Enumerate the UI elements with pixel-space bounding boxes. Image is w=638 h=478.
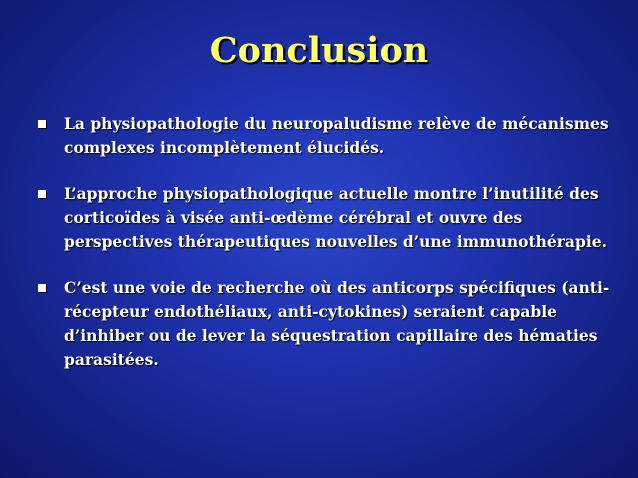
bullet-list [30, 112, 610, 394]
bullet-item [30, 276, 610, 372]
bullet-text: La physiopathologie du neuropaludisme relève de mécanismes complexes incomplètement élucidés. [64, 114, 609, 157]
slide-title: Conclusion [209, 30, 429, 71]
square-bullet-icon [38, 190, 46, 198]
square-bullet-icon [38, 284, 46, 292]
bullet-text: C’est une voie de recherche où des anticorps spécifiques (anti-récepteur endothéliaux, anti-cytokines) seraient capable d’inhiber ou de lever la séquestration capillaire des hématies parasitées. [64, 278, 610, 369]
bullet-item [30, 182, 610, 254]
square-bullet-icon [38, 120, 46, 128]
bullet-item [30, 112, 610, 160]
bullet-text: L’approche physiopathologique actuelle montre l’inutilité des corticoïdes à visée anti-œdème cérébral et ouvre des perspectives thérapeutiques nouvelles d’une immunothérapie. [64, 184, 607, 251]
